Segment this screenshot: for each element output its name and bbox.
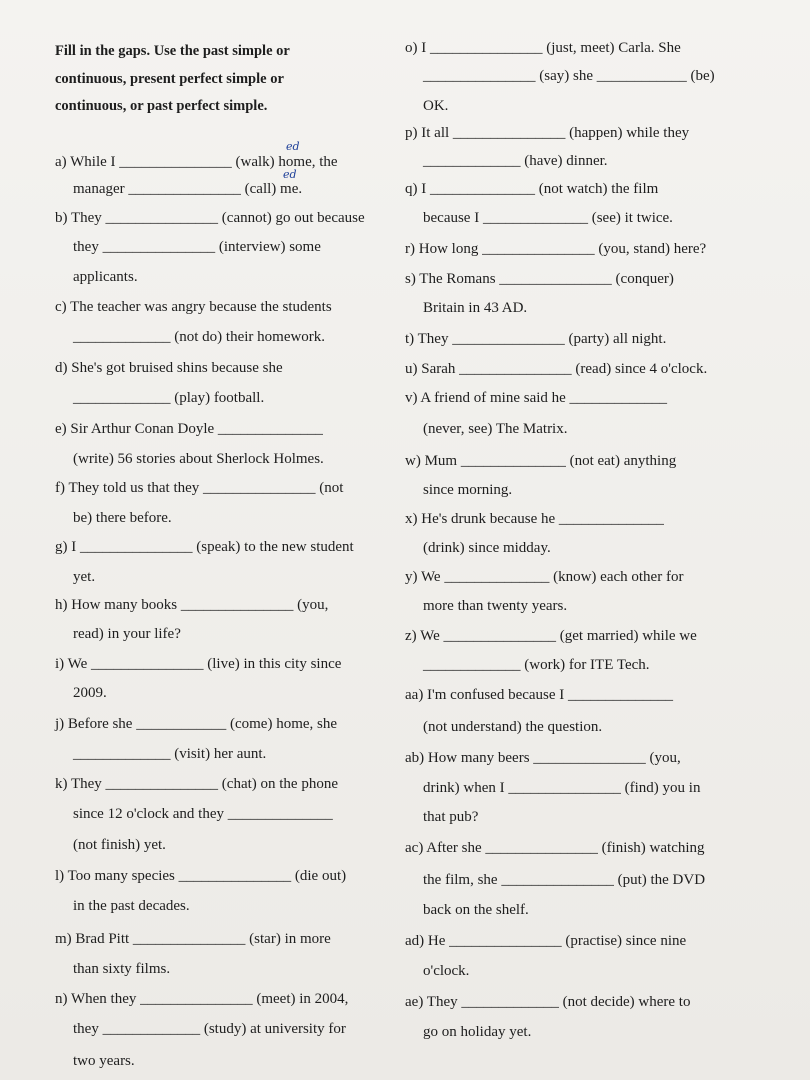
exercise-line: OK. [423,98,449,114]
exercise-line: two years. [73,1053,135,1069]
exercise-line: ad) He _______________ (practise) since nine [405,933,687,949]
exercise-line: more than twenty years. [423,598,568,614]
exercise-line: g) I _______________ (speak) to the new student [55,539,354,555]
exercise-line: d) She's got bruised shins because she [55,360,283,376]
exercise-line: ac) After she _______________ (finish) watching [405,840,705,856]
exercise-line: read) in your life? [73,626,181,642]
exercise-line: back on the shelf. [423,902,529,918]
exercise-line: t) They _______________ (party) all night. [405,331,667,347]
exercise-line: f) They told us that they _______________ (not [55,480,344,496]
handwritten-note: ed [283,168,297,181]
handwritten-note: ed [286,140,300,153]
exercise-line: ab) How many beers _______________ (you, [405,750,681,766]
exercise-line: be) there before. [73,510,172,526]
exercise-line: k) They _______________ (chat) on the phone [55,776,339,792]
exercise-line: i) We _______________ (live) in this city since [55,656,342,672]
exercise-line: since 12 o'clock and they ______________ [73,806,333,822]
exercise-line: _____________ (not do) their homework. [73,329,326,345]
exercise-line: manager _______________ (call) me. [73,181,303,197]
exercise-line: a) While I _______________ (walk) home, the [55,154,338,170]
exercise-line: o'clock. [423,963,470,979]
exercise-line: since morning. [423,482,513,498]
exercise-line: b) They _______________ (cannot) go out because [55,210,365,226]
exercise-line: h) How many books _______________ (you, [55,597,329,613]
instruction-line: Fill in the gaps. Use the past simple or [55,43,290,59]
exercise-line: e) Sir Arthur Conan Doyle ______________ [55,421,323,437]
exercise-line: _____________ (have) dinner. [423,153,608,169]
exercise-line: aa) I'm confused because I ______________ [405,687,674,703]
exercise-line: (drink) since midday. [423,540,551,556]
exercise-line: (not finish) yet. [73,837,166,853]
exercise-line: p) It all _______________ (happen) while they [405,125,690,141]
exercise-line: _____________ (play) football. [73,390,265,406]
exercise-line: w) Mum ______________ (not eat) anything [405,453,677,469]
exercise-line: yet. [73,569,96,585]
exercise-line: r) How long _______________ (you, stand) here? [405,241,707,257]
exercise-line: ae) They _____________ (not decide) where to [405,994,691,1010]
exercise-line: Britain in 43 AD. [423,300,528,316]
exercise-line: they _______________ (interview) some [73,239,321,255]
exercise-line: (write) 56 stories about Sherlock Holmes. [73,451,324,467]
exercise-line: (not understand) the question. [423,719,603,735]
exercise-line: y) We ______________ (know) each other for [405,569,684,585]
exercise-line: n) When they _______________ (meet) in 2004, [55,991,349,1007]
exercise-line: the film, she _______________ (put) the DVD [423,872,706,888]
exercise-line: _______________ (say) she ____________ (be) [423,68,715,84]
exercise-line: they _____________ (study) at university for [73,1021,346,1037]
exercise-line: applicants. [73,269,138,285]
exercise-line: j) Before she ____________ (come) home, she [55,716,338,732]
exercise-line: c) The teacher was angry because the students [55,299,332,315]
exercise-line: (never, see) The Matrix. [423,421,568,437]
exercise-line: s) The Romans _______________ (conquer) [405,271,674,287]
instruction-line: continuous, present perfect simple or [55,71,284,87]
exercise-line: go on holiday yet. [423,1024,532,1040]
exercise-line: in the past decades. [73,898,190,914]
exercise-line: u) Sarah _______________ (read) since 4 o'clock. [405,361,708,377]
exercise-line: m) Brad Pitt _______________ (star) in more [55,931,331,947]
exercise-line: x) He's drunk because he ______________ [405,511,664,527]
exercise-line: o) I _______________ (just, meet) Carla. She [405,40,681,56]
exercise-line: q) I ______________ (not watch) the film [405,181,659,197]
exercise-line: l) Too many species _______________ (die out) [55,868,347,884]
exercise-line: 2009. [73,685,107,701]
exercise-line: _____________ (visit) her aunt. [73,746,267,762]
instruction-line: continuous, or past perfect simple. [55,98,268,114]
exercise-line: that pub? [423,809,479,825]
exercise-line: _____________ (work) for ITE Tech. [423,657,650,673]
exercise-line: drink) when I _______________ (find) you in [423,780,701,796]
exercise-line: because I ______________ (see) it twice. [423,210,673,226]
exercise-line: v) A friend of mine said he _____________ [405,390,668,406]
exercise-line: z) We _______________ (get married) while we [405,628,697,644]
exercise-line: than sixty films. [73,961,171,977]
